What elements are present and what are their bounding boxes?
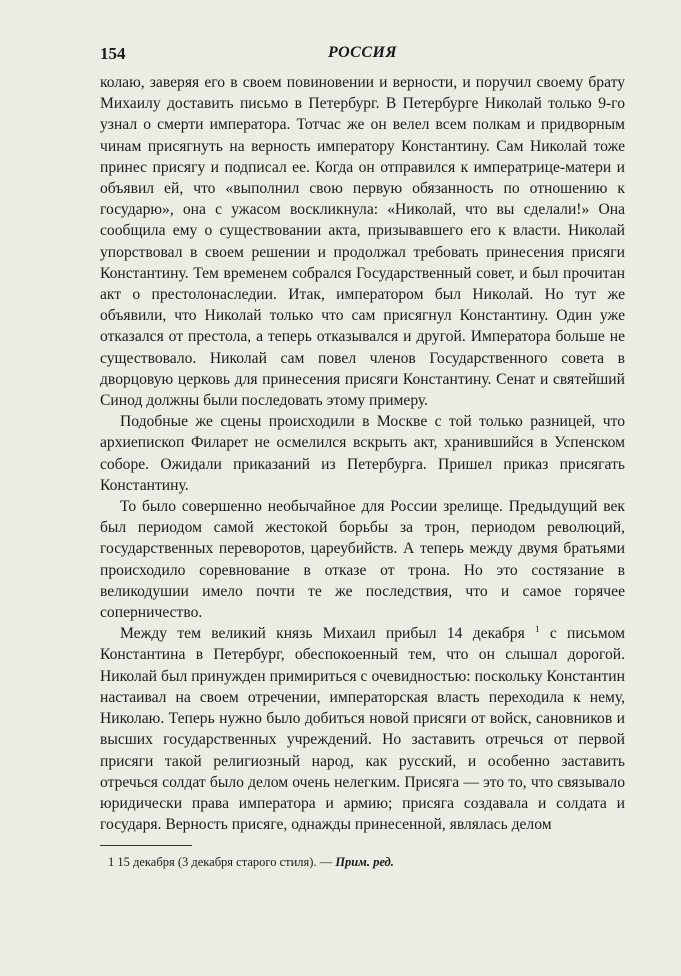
paragraph: Подобные же сцены происходили в Москве с той только разницей, что архиепископ Филарет не осмелился вскрыть акт, хранившийся в Успенском соборе. Ожидали приказаний из Петербурга. Пришел приказ присягать Константину. [100, 413, 625, 494]
paragraph [100, 623, 625, 835]
paragraph: колаю, заверяя его в своем повиновении и верности, и поручил своему брату Михаилу доставить письмо в Петербург. В Петербурге Николай только 9-го узнал о смерти императора. Тотчас же он велел всем полкам и придворным чинам присягнуть на верность императору Константину. Сам Николай тоже принес присягу и подписал ее. Когда он отправился к императрице-матери и объявил ей, что «выполнил свою первую обязанность по отношению к государю», она с ужасом воскликнула: «Николай, что вы сделали!» Она сообщила ему о существовании акта, призывавшего его к власти. Николай упорствовал в своем решении и продолжал требовать принесения присяги Константину. Тем временем собрался Государственный совет, и был прочитан акт о престолонаследии. Итак, императором был Николай. Но тут же объявили, что Николай только что сам присягнул Константину. Один уже отказался от престола, а теперь отказывался и другой. Императора больше не существовало. Николай сам повел членов Государственного совета в дворцовую церковь для принесения присяги Константину. Сенат и святейший Синод должны были последовать этому примеру. [100, 74, 625, 410]
footnote [100, 854, 625, 870]
paragraph-text: с письмом Константина в Петербург, обеспокоенный тем, что он слышал дорогой. Николай был принужден примириться с очевидностью: поскольку Константин настаивал на своем отречении, императорская власть переходила к нему, Николаю. Теперь нужно было добиться новой присяги от войск, сановников и высших государственных учреждений. Но заставить отречься от первой присяги такой религиозный народ, как русский, и особенно заставить отречься солдат было делом очень нелегким. Присяга — это то, что связывало юридически права императора и армию; присяга создавала и солдата и государя. Верность присяге, однажды принесенной, являлась делом [100, 625, 625, 834]
paragraph-text: Между тем великий князь Михаил прибыл 14 декабря [120, 625, 525, 643]
footnote-divider [100, 845, 192, 846]
footnote-number: 1 [108, 855, 115, 870]
footnote-text: 15 декабря (3 декабря старого стиля). — [117, 855, 333, 870]
running-title: РОССИЯ [328, 44, 397, 61]
paragraph: То было совершенно необычайное для России зрелище. Предыдущий век был периодом самой жестокой борьбы за трон, периодом революций, государственных переворотов, цареубийств. А теперь между двумя братьями происходило соревнование в отказе от трона. Но это состязание в великодушии имело почти те же последствия, что и самое горячее соперничество. [100, 498, 625, 622]
page-header [100, 44, 625, 72]
footnote-marker: 1 [535, 624, 540, 635]
page-number: 154 [100, 44, 126, 63]
footnote-editor-note: Прим. ред. [335, 855, 394, 870]
main-text [100, 72, 625, 835]
